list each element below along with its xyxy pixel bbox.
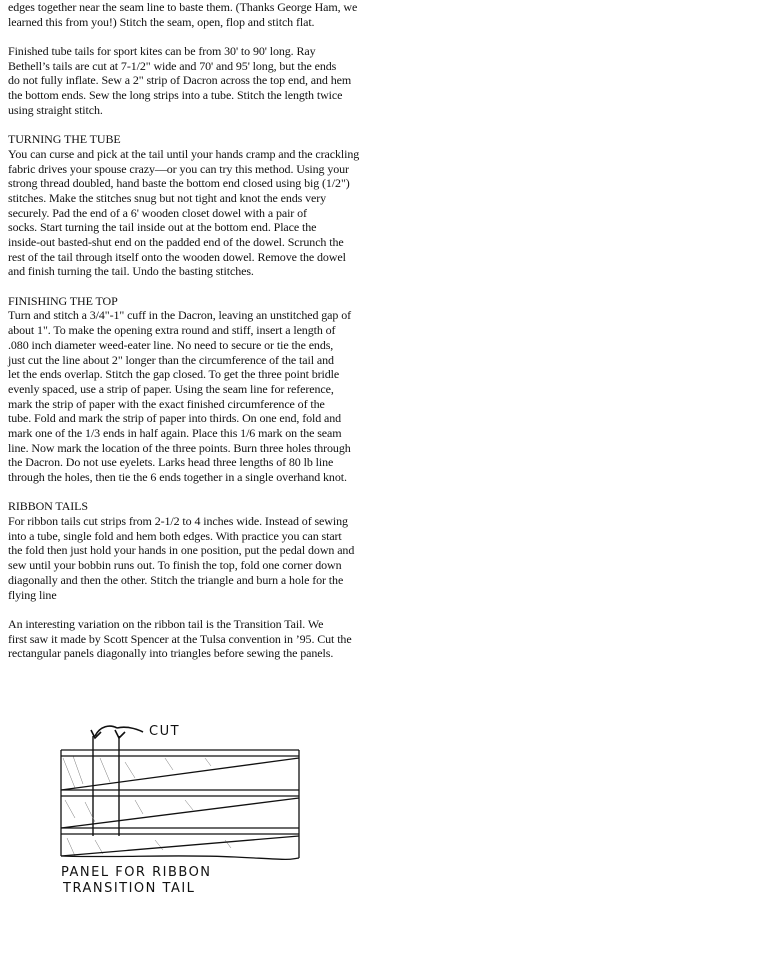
text-line: the bottom ends. Sew the long strips into a tube. Stitch the length twice [8,88,343,103]
text-line: into a tube, single fold and hem both edges. With practice you can start [8,528,342,543]
text-line: For ribbon tails cut strips from 2-1/2 to 4 inches wide. Instead of sewing [8,514,348,529]
ribbon-section [8,499,388,602]
document-page [8,0,388,661]
section-heading-finishing: FINISHING THE TOP [8,293,118,308]
intro-paragraph [8,0,388,29]
text-line: do not fully inflate. Sew a 2" strip of Dacron across the top end, and hem [8,73,352,88]
text-line: diagonally and then the other. Stitch the triangle and burn a hole for the [8,572,344,587]
text-line: inside-out basted-shut end on the padded end of the dowel. Scrunch the [8,235,344,249]
text-line: mark the strip of paper with the exact finished circumference of the [8,396,325,411]
text-line: rest of the tail through itself onto the wooden dowel. Remove the dowel [8,249,346,264]
transition-paragraph [8,617,388,661]
text-line: through the holes, then tie the 6 ends together in a single overhand knot. [8,470,347,484]
text-line: the Dacron. Do not use eyelets. Larks head three lengths of 80 lb line [8,455,334,470]
text-line: line. Now mark the location of the three points. Burn three holes through [8,440,351,455]
text-line: sew until your bobbin runs out. To finish the top, fold one corner down [8,558,342,573]
text-line: edges together near the seam line to baste them. (Thanks George Ham, we [8,0,358,14]
text-line: evenly spaced, use a strip of paper. Using the seam line for reference, [8,381,334,396]
text-line: the fold then just hold your hands in one position, put the pedal down and [8,543,355,558]
section-heading-ribbon: RIBBON TAILS [8,499,88,514]
text-line: fabric drives your spouse crazy—or you can try this method. Using your [8,161,349,176]
text-line: rectangular panels diagonally into triangles before sewing the panels. [8,646,334,661]
cut-arrow-right [117,727,143,732]
text-line: .080 inch diameter weed-eater line. No need to secure or tie the ends, [8,337,334,352]
caption-line-2: TRANSITION TAIL [63,881,196,896]
section-heading-turning: TURNING THE TUBE [8,132,121,147]
panel-drawing [55,718,315,908]
text-line: socks. Start turning the tail inside out at the bottom end. Place the [8,220,317,235]
text-line: tube. Fold and mark the strip of paper into thirds. On one end, fold and [8,411,342,426]
turning-section [8,132,388,279]
text-line: flying line [8,587,57,602]
text-line: strong thread doubled, hand baste the bottom end closed using big (1/2") [8,176,350,191]
text-line: securely. Pad the end of a 6' wooden closet dowel with a pair of [8,205,307,220]
text-line: mark one of the 1/3 ends in half again. Place this 1/6 mark on the seam [8,425,342,440]
finishing-section [8,294,388,485]
text-line: learned this from you!) Stitch the seam, open, flop and stitch flat. [8,14,315,29]
text-line: You can curse and pick at the tail until your hands cramp and the crackling [8,146,360,161]
text-line: Finished tube tails for sport kites can be from 30' to 90' long. Ray [8,44,316,59]
text-line: using straight stitch. [8,102,103,117]
text-line: about 1". To make the opening extra round and stiff, insert a length of [8,323,336,338]
text-line: Bethell’s tails are cut at 7-1/2" wide and 70' and 95' long, but the ends [8,58,337,73]
text-line: Turn and stitch a 3/4"-1" cuff in the Dacron, leaving an unstitched gap of [8,308,351,323]
tube-tails-paragraph [8,44,388,117]
text-line: first saw it made by Scott Spencer at the Tulsa convention in ’95. Cut the [8,631,352,646]
text-line: let the ends overlap. Stitch the gap closed. To get the three point bridle [8,367,340,382]
text-line: just cut the line about 2" longer than the circumference of the tail and [8,352,334,367]
caption-line-1: PANEL FOR RIBBON [61,865,212,880]
cut-label: CUT [149,724,181,739]
ribbon-panel-illustration [55,718,315,908]
text-line: An interesting variation on the ribbon tail is the Transition Tail. We [8,616,324,631]
text-line: stitches. Make the stitches snug but not tight and knot the ends very [8,190,327,205]
text-line: and finish turning the tail. Undo the basting stitches. [8,264,254,279]
